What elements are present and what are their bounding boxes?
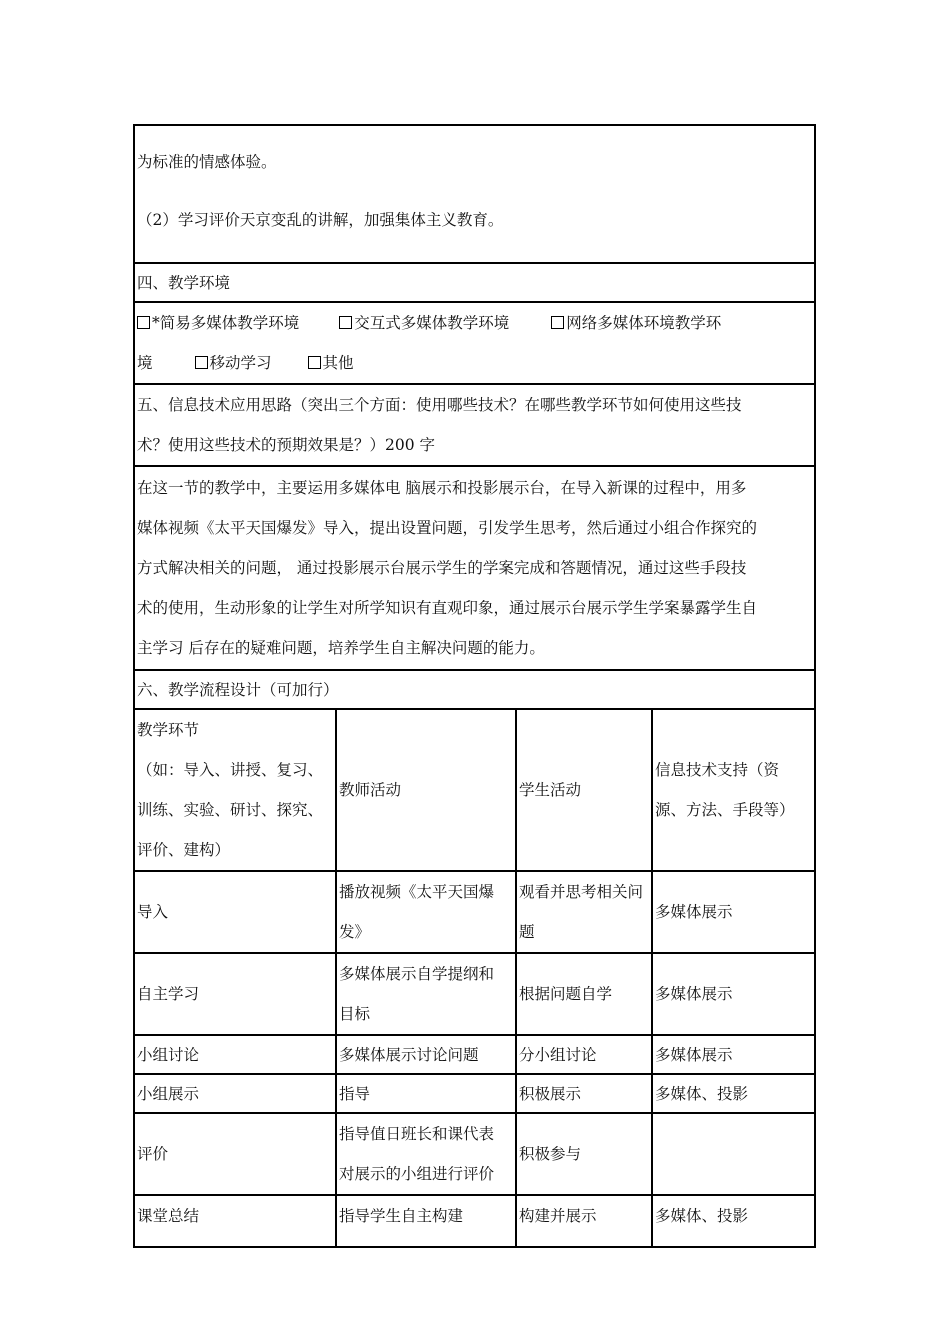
process-header-row: [134, 709, 815, 871]
teacher-activity-cell: 多媒体展示讨论问题: [336, 1035, 516, 1074]
student-activity-cell: 积极展示: [516, 1074, 652, 1113]
emotion-goals-cell: [134, 125, 815, 263]
teacher-activity-line: 目标: [339, 1005, 371, 1023]
stage-cell: 小组展示: [134, 1074, 336, 1113]
student-activity-line: 题: [519, 923, 535, 941]
tech-support-cell: 多媒体、投影: [652, 1195, 815, 1247]
header-stage-line: （如：导入、讲授、复习、: [137, 761, 324, 779]
process-heading-row: [134, 670, 815, 709]
tech-approach-heading-row: [134, 384, 815, 466]
header-tech-cell: [652, 709, 815, 871]
header-tech-line: 源、方法、手段等）: [655, 801, 795, 819]
process-row: [134, 1195, 815, 1247]
tech-approach-body-row: [134, 466, 815, 670]
checkbox-icon: [195, 356, 208, 369]
environment-heading-row: [134, 263, 815, 302]
header-tech-line: 信息技术支持（资: [655, 761, 780, 779]
env-option-interactive-multimedia[interactable]: [339, 303, 509, 343]
emotion-goals-row: [134, 125, 815, 263]
tech-approach-heading-line: 术？使用这些技术的预期效果是？）200 字: [137, 436, 436, 454]
env-option-label: 移动学习: [209, 354, 272, 372]
tech-approach-body-line: 主学习 后存在的疑难问题，培养学生自主解决问题的能力。: [137, 639, 545, 657]
tech-approach-body: [134, 466, 815, 670]
tech-approach-body-line: 方式解决相关的问题， 通过投影展示台展示学生的学案完成和答题情况，通过这些手段技: [137, 559, 747, 577]
teacher-activity-line: 指导值日班长和课代表: [339, 1125, 495, 1143]
student-activity-cell: 构建并展示: [516, 1195, 652, 1247]
env-option-label: 交互式多媒体教学环境: [354, 314, 510, 332]
env-option-network-multimedia[interactable]: [551, 303, 721, 343]
lesson-plan-table: [133, 124, 816, 1248]
tech-approach-heading-line: 五、信息技术应用思路（突出三个方面：使用哪些技术？在哪些教学环节如何使用这些技: [137, 396, 742, 414]
tech-approach-heading: [134, 384, 815, 466]
env-option-simple-multimedia[interactable]: [137, 303, 299, 343]
stage-cell: 课堂总结: [134, 1195, 336, 1247]
environment-options-row: [134, 302, 815, 384]
tech-approach-body-line: 在这一节的教学中，主要运用多媒体电 脑展示和投影展示台，在导入新课的过程中，用多: [137, 479, 747, 497]
environment-heading: 四、教学环境: [134, 263, 815, 302]
teacher-activity-line: 发》: [339, 923, 371, 941]
header-stage-line: 训练、实验、研讨、探究、: [137, 801, 324, 819]
tech-approach-body-line: 媒体视频《太平天国爆发》导入，提出设置问题，引发学生思考，然后通过小组合作探究的: [137, 519, 758, 537]
checkbox-icon: [551, 316, 564, 329]
checkbox-icon: [339, 316, 352, 329]
tech-support-cell: [652, 1113, 815, 1195]
tech-support-cell: 多媒体展示: [652, 953, 815, 1035]
goal-text-line: 为标准的情感体验。: [137, 153, 277, 171]
tech-support-cell: 多媒体展示: [652, 1035, 815, 1074]
header-stage-cell: [134, 709, 336, 871]
teacher-activity-cell: 指导学生自主构建: [336, 1195, 516, 1247]
tech-support-cell: 多媒体展示: [652, 871, 815, 953]
student-activity-cell: [516, 871, 652, 953]
env-option-label: *简易多媒体教学环境: [152, 314, 300, 332]
student-activity-cell: 分小组讨论: [516, 1035, 652, 1074]
teacher-activity-cell: [336, 871, 516, 953]
checkbox-icon: [137, 316, 150, 329]
header-teacher-cell: 教师活动: [336, 709, 516, 871]
checkbox-icon: [308, 356, 321, 369]
header-stage-line: 教学环节: [137, 721, 200, 739]
header-student-cell: 学生活动: [516, 709, 652, 871]
goal-text-line: （2）学习评价天京变乱的讲解，加强集体主义教育。: [137, 211, 504, 229]
process-heading: 六、教学流程设计（可加行）: [134, 670, 815, 709]
stage-cell: 评价: [134, 1113, 336, 1195]
env-option-other[interactable]: [308, 343, 354, 383]
stage-cell: 自主学习: [134, 953, 336, 1035]
teacher-activity-cell: [336, 1113, 516, 1195]
student-activity-cell: 积极参与: [516, 1113, 652, 1195]
process-row: [134, 953, 815, 1035]
teacher-activity-line: 播放视频《太平天国爆: [339, 883, 495, 901]
env-option-label: 其他: [322, 354, 354, 372]
tech-approach-body-line: 术的使用，生动形象的让学生对所学知识有直观印象，通过展示台展示学生学案暴露学生自: [137, 599, 758, 617]
teacher-activity-cell: [336, 953, 516, 1035]
env-option-mobile-learning[interactable]: [195, 343, 272, 383]
env-option-wrap-text: 境: [137, 354, 153, 372]
process-row: [134, 1113, 815, 1195]
tech-support-cell: 多媒体、投影: [652, 1074, 815, 1113]
header-stage-line: 评价、建构）: [137, 841, 231, 859]
student-activity-cell: 根据问题自学: [516, 953, 652, 1035]
teacher-activity-line: 对展示的小组进行评价: [339, 1165, 495, 1183]
environment-options-cell: [134, 302, 815, 384]
stage-cell: 导入: [134, 871, 336, 953]
process-row: [134, 871, 815, 953]
lesson-plan-page: [133, 124, 814, 1248]
stage-cell: 小组讨论: [134, 1035, 336, 1074]
env-option-label: 网络多媒体环境教学环: [566, 314, 722, 332]
teacher-activity-cell: 指导: [336, 1074, 516, 1113]
process-row: [134, 1035, 815, 1074]
student-activity-line: 观看并思考相关问: [519, 883, 644, 901]
process-row: [134, 1074, 815, 1113]
teacher-activity-line: 多媒体展示自学提纲和: [339, 965, 495, 983]
